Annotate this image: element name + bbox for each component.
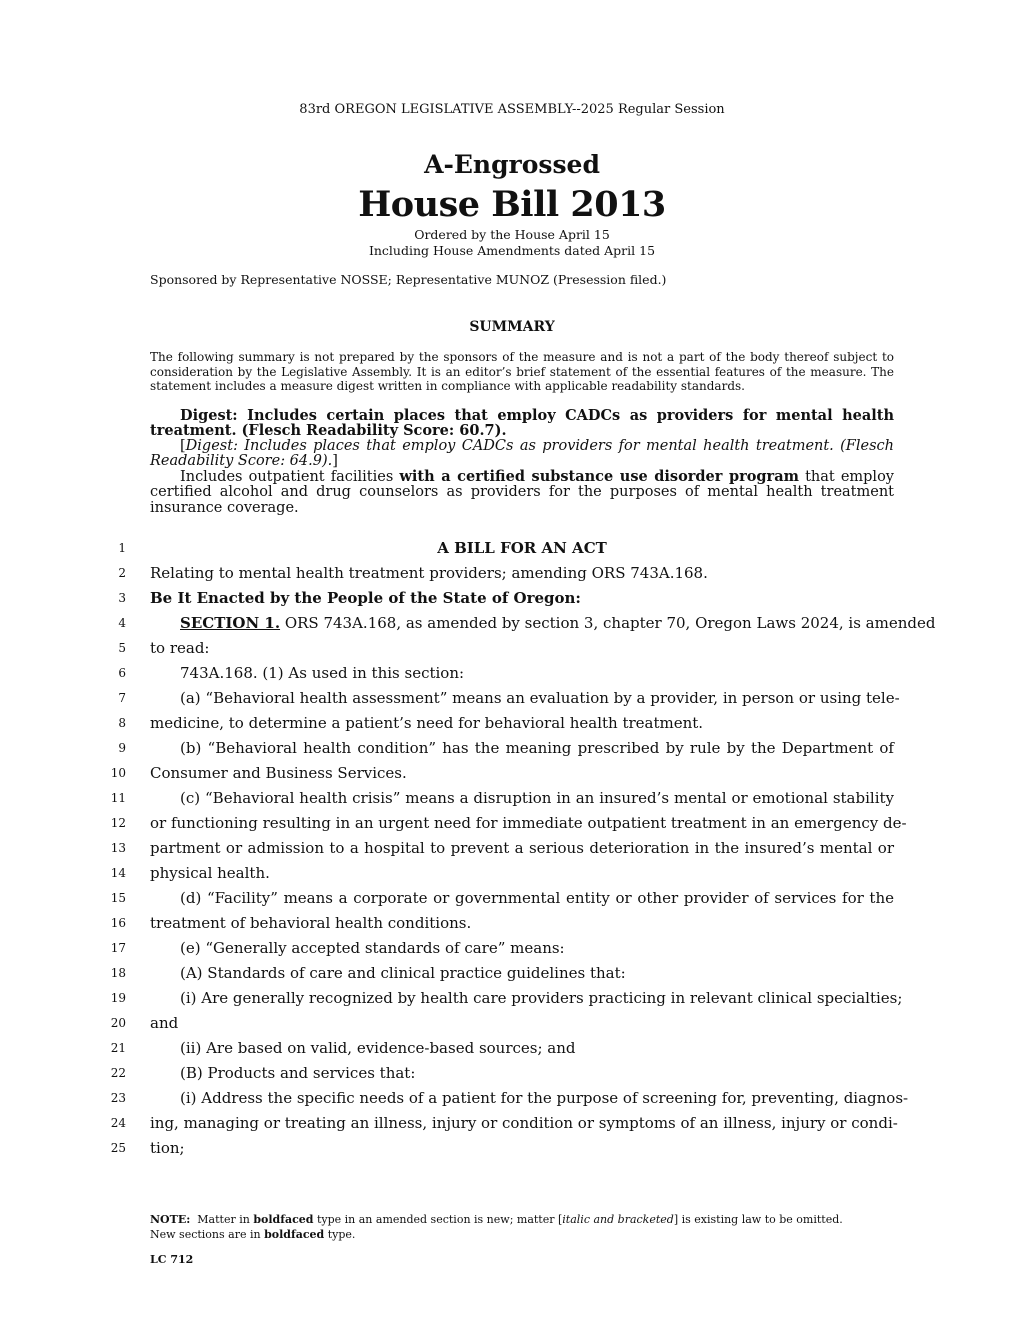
line-text: (ii) Are based on valid, evidence-based sources; and	[180, 1039, 576, 1057]
line-text: (b) “Behavioral health condition” has the meaning prescribed by rule by the Department of	[180, 739, 894, 757]
bill-line-20	[0, 1011, 1024, 1036]
enacting-clause: Be It Enacted by the People of the State of Oregon:	[150, 589, 581, 607]
line-number: 13	[110, 841, 126, 855]
line-text: (B) Products and services that:	[180, 1064, 416, 1082]
note-bold: boldfaced	[264, 1228, 325, 1241]
lc-number: LC 712	[150, 1253, 194, 1266]
sponsors: Sponsored by Representative NOSSE; Representative MUNOZ (Presession filed.)	[150, 272, 667, 287]
line-number: 18	[110, 966, 126, 980]
bill-line-6	[0, 661, 1024, 686]
summary-text: The following summary is not prepared by the sponsors of the measure and is not a part of the body thereof subject to consideration by the Legislative Assembly. It is an editor’s brief statement of the essential features of the measure. The statement includes a measure digest written in compliance with applicable readability standards.	[150, 350, 894, 394]
line-number: 11	[110, 791, 126, 805]
line-number: 6	[118, 666, 126, 680]
line-number: 9	[118, 741, 126, 755]
line-number: 10	[110, 766, 126, 780]
bill-line-10	[0, 761, 1024, 786]
note-text: ] is existing law to be omitted.	[673, 1213, 843, 1226]
line-number: 20	[110, 1016, 126, 1030]
bill-title: House Bill 2013	[358, 184, 666, 225]
bill-line-25	[0, 1136, 1024, 1161]
line-text: and	[150, 1014, 179, 1032]
bill-line-13	[0, 836, 1024, 861]
digest-old-close: ]	[332, 452, 338, 469]
bill-line-22	[0, 1061, 1024, 1086]
summary-heading: SUMMARY	[469, 319, 555, 335]
ordered-info	[0, 227, 1024, 259]
session-header: 83rd OREGON LEGISLATIVE ASSEMBLY--2025 Regular Session	[299, 102, 725, 117]
note-text: type in an amended section is new; matter [	[316, 1213, 563, 1226]
bill-line-3	[0, 586, 1024, 611]
section-text: ORS 743A.168, as amended by section 3, chapter 70, Oregon Laws 2024, is amended	[284, 614, 936, 632]
bill-line-12	[0, 811, 1024, 836]
bill-line-9	[0, 736, 1024, 761]
line-number: 15	[110, 891, 126, 905]
bill-line-8	[0, 711, 1024, 736]
line-text: Relating to mental health treatment providers; amending ORS 743A.168.	[150, 564, 708, 582]
bill-line-24	[0, 1111, 1024, 1136]
line-text	[180, 611, 936, 636]
bill-line-2	[0, 561, 1024, 586]
line-text: tion;	[150, 1139, 185, 1157]
line-number: 14	[110, 866, 126, 880]
line-number: 21	[110, 1041, 126, 1055]
line-text: (d) “Facility” means a corporate or governmental entity or other provider of services for the	[180, 889, 894, 907]
line-text: Consumer and Business Services.	[150, 764, 407, 782]
line-number: 25	[110, 1141, 126, 1155]
bill-line-4	[0, 611, 1024, 636]
line-number: 2	[118, 566, 126, 580]
note-text: Matter in	[197, 1213, 250, 1226]
line-text: (e) “Generally accepted standards of care” means:	[180, 939, 565, 957]
summary-body-post: that employ certified alcohol and drug counselors as providers for the purposes of mental health treatment insurance coverage.	[150, 469, 894, 516]
line-text: ing, managing or treating an illness, injury or condition or symptoms of an illness, injury or condi-	[150, 1114, 898, 1132]
line-text: to read:	[150, 639, 210, 657]
note-line-2	[150, 1227, 894, 1242]
digest-old-open: [	[180, 437, 186, 454]
bill-line-15	[0, 886, 1024, 911]
line-number: 4	[118, 616, 126, 630]
section-label: SECTION 1.	[180, 614, 281, 632]
line-text: medicine, to determine a patient’s need for behavioral health treatment.	[150, 714, 704, 732]
line-text: or functioning resulting in an urgent need for immediate outpatient treatment in an emergency de-	[150, 814, 907, 832]
line-number: 23	[110, 1091, 126, 1105]
summary-body	[150, 469, 894, 516]
footer-note	[150, 1212, 894, 1242]
bill-line-11	[0, 786, 1024, 811]
line-number: 16	[110, 916, 126, 930]
line-number: 1	[118, 541, 126, 555]
bill-line-7	[0, 686, 1024, 711]
note-text: New sections are in	[150, 1228, 261, 1241]
engrossed-label: A-Engrossed	[424, 150, 600, 179]
line-number: 8	[118, 716, 126, 730]
line-text: partment or admission to a hospital to prevent a serious deterioration in the insured’s mental or	[150, 839, 894, 857]
bill-line-1	[0, 536, 1024, 561]
line-text: (i) Address the specific needs of a patient for the purpose of screening for, preventing, diagnos-	[180, 1089, 909, 1107]
digest-old-text: Digest: Includes places that employ CADCs as providers for mental health treatment. (Flesch Readability Score: 64.9).	[150, 437, 894, 469]
digest-block	[150, 408, 894, 516]
line-text: (i) Are generally recognized by health care providers practicing in relevant clinical specialties;	[180, 989, 903, 1007]
note-bold: boldfaced	[253, 1213, 314, 1226]
line-number: 12	[110, 816, 126, 830]
bill-line-19	[0, 986, 1024, 1011]
line-number: 24	[110, 1116, 126, 1130]
bill-line-21	[0, 1036, 1024, 1061]
line-text: 743A.168. (1) As used in this section:	[180, 664, 465, 682]
note-line-1	[150, 1212, 894, 1227]
digest-old	[150, 439, 894, 470]
bill-line-14	[0, 861, 1024, 886]
ordered-line: Ordered by the House April 15	[414, 227, 610, 242]
line-text: (c) “Behavioral health crisis” means a disruption in an insured’s mental or emotional stability	[180, 789, 894, 807]
bill-line-5	[0, 636, 1024, 661]
line-number: 17	[110, 941, 126, 955]
line-number: 22	[110, 1066, 126, 1080]
bill-line-17	[0, 936, 1024, 961]
summary-body-bold: with a certified substance use disorder program	[399, 468, 799, 486]
line-text: (A) Standards of care and clinical practice guidelines that:	[180, 964, 626, 982]
line-number: 19	[110, 991, 126, 1005]
bill-act-heading: A BILL FOR AN ACT	[437, 539, 607, 557]
summary-body-pre: Includes outpatient facilities	[180, 469, 394, 486]
line-number: 7	[118, 691, 126, 705]
line-text: treatment of behavioral health conditions.	[150, 914, 472, 932]
note-text: type.	[327, 1228, 356, 1241]
bill-line-23	[0, 1086, 1024, 1111]
amendments-line: Including House Amendments dated April 15	[368, 243, 656, 258]
line-number: 3	[118, 591, 126, 605]
line-text: physical health.	[150, 864, 270, 882]
line-number: 5	[118, 641, 126, 655]
bill-line-18	[0, 961, 1024, 986]
note-label: NOTE:	[150, 1213, 191, 1226]
digest-new: Digest: Includes certain places that employ CADCs as providers for mental health treatment. (Flesch Readability Score: 60.7).	[150, 407, 894, 440]
line-text: (a) “Behavioral health assessment” means an evaluation by a provider, in person or using tele-	[180, 689, 900, 707]
note-italic: italic and bracketed	[562, 1213, 674, 1226]
bill-line-16	[0, 911, 1024, 936]
